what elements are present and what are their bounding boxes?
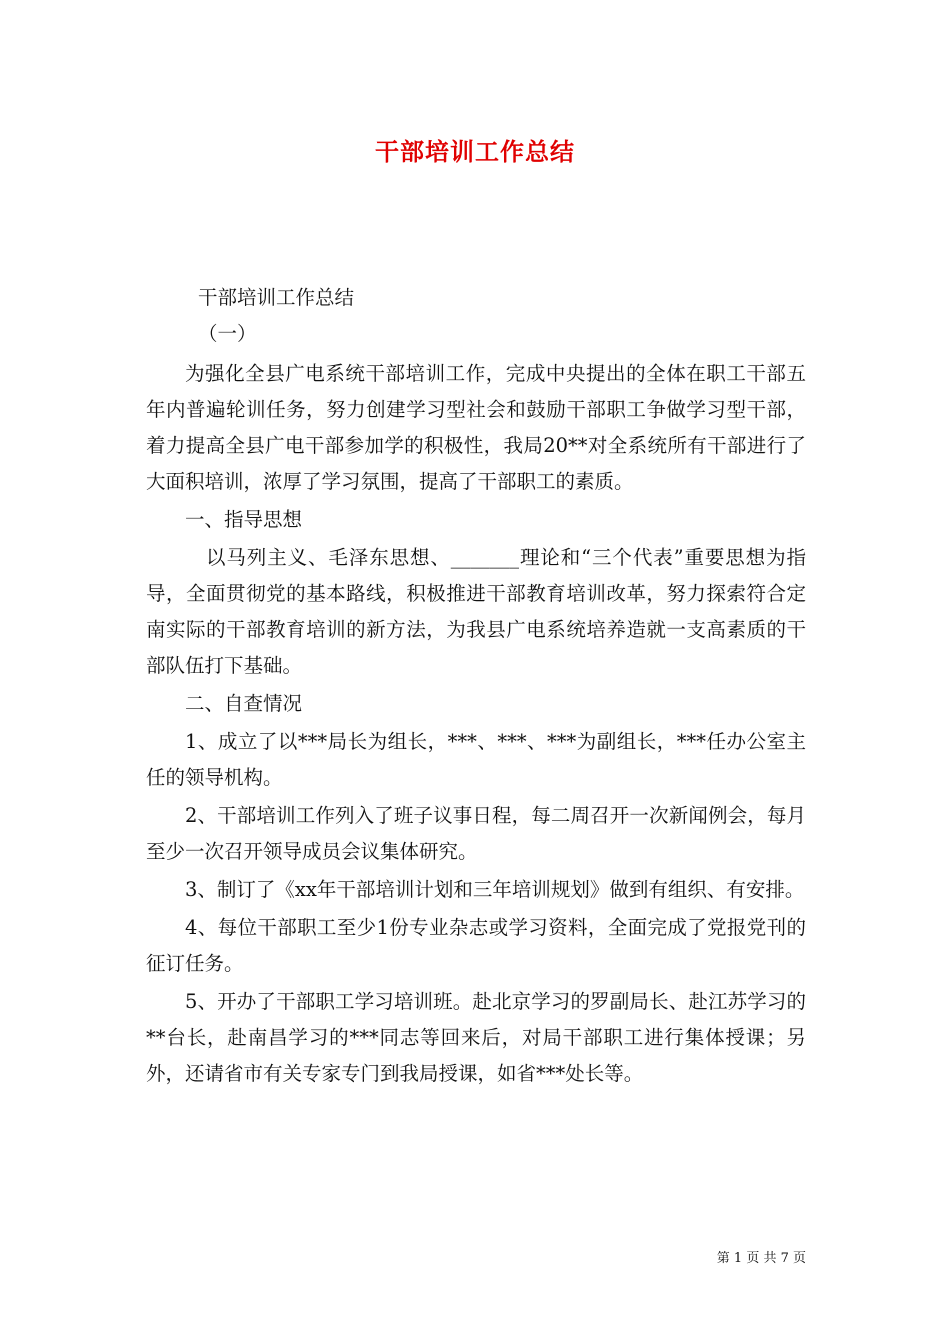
section-marker: （一） [198, 322, 257, 345]
list-item: 5、开办了干部职工学习培训班。赴北京学习的罗副局长、赴江苏学习的**台长，赴南昌学习的***同志等回来后，对局干部职工进行集体授课；另外，还请省市有关专家专门到我局授课，如省***处长等。 [146, 990, 806, 1085]
heading-guiding-ideology: 一、指导思想 [185, 508, 303, 531]
list-item: 4、每位干部职工至少1份专业杂志或学习资料，全面完成了党报党刊的征订任务。 [146, 916, 806, 975]
heading-self-check: 二、自查情况 [185, 692, 303, 715]
list-item: 2、干部培训工作列入了班子议事日程，每二周召开一次新闻例会，每月至少一次召开领导成员会议集体研究。 [146, 804, 806, 863]
intro-paragraph: 为强化全县广电系统干部培训工作，完成中央提出的全体在职工干部五年内普遍轮训任务，努力创建学习型社会和鼓励干部职工争做学习型干部，着力提高全县广电干部参加学的积极性，我局20**对全系统所有干部进行了大面积培训，浓厚了学习氛围，提高了干部职工的素质。 [146, 362, 806, 493]
list-item: 3、制订了《xx年干部培训计划和三年培训规划》做到有组织、有安排。 [185, 878, 805, 901]
subtitle: 干部培训工作总结 [198, 286, 355, 309]
page-number: 第 1 页 共 7 页 [716, 1251, 806, 1266]
document-body [146, 280, 806, 1092]
document-title: 干部培训工作总结 [375, 137, 575, 166]
guiding-paragraph: 以马列主义、毛泽东思想、_______理论和“三个代表”重要思想为指导，全面贯彻党的基本路线，积极推进干部教育培训改革，努力探索符合定南实际的干部教育培训的新方法，为我县广电系统培养造就一支高素质的干部队伍打下基础。 [146, 546, 806, 677]
list-item: 1、成立了以***局长为组长，***、***、***为副组长，***任办公室主任的领导机构。 [146, 730, 806, 789]
